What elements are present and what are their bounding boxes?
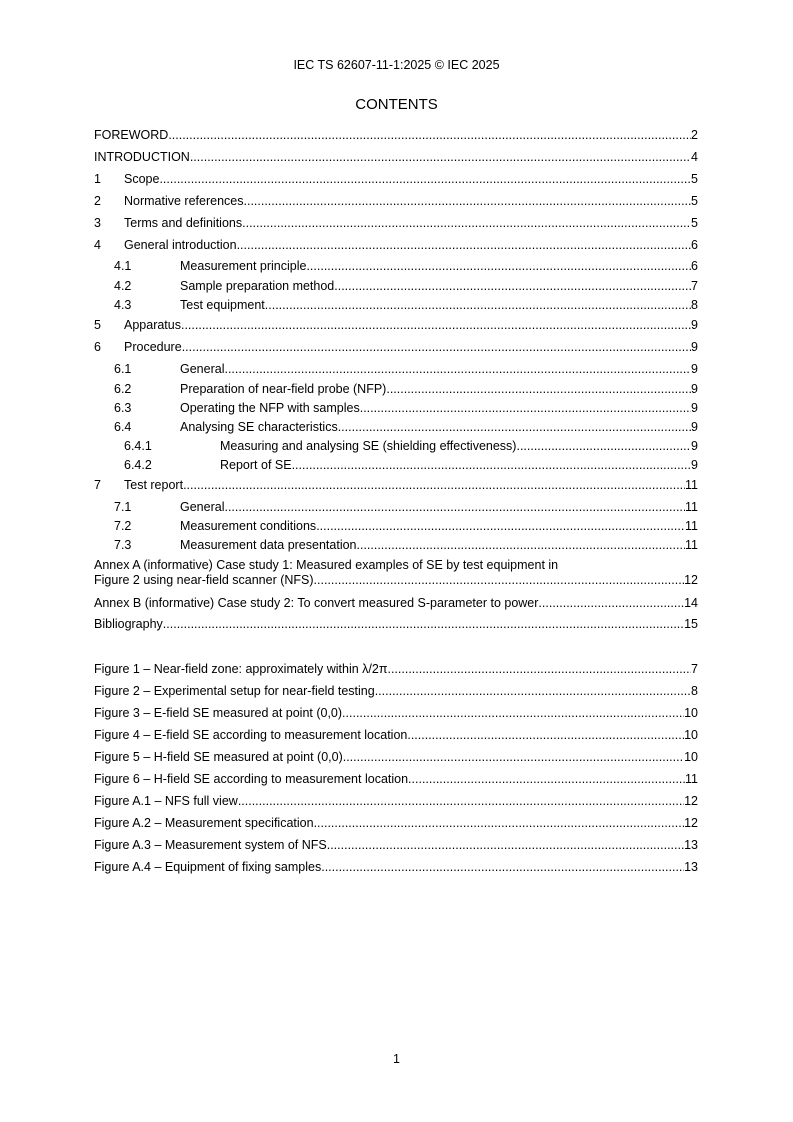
toc-entry[interactable] <box>94 361 698 377</box>
figure-entry[interactable] <box>94 683 698 699</box>
entry-number: 7.2 <box>114 519 132 533</box>
leader-dots <box>314 572 685 588</box>
entry-page: 11 <box>685 478 698 492</box>
figure-entry[interactable] <box>94 727 698 743</box>
entry-page: 9 <box>691 340 698 354</box>
entry-page: 9 <box>691 382 698 396</box>
entry-label: Scope <box>124 172 160 186</box>
entry-label: Figure A.3 – Measurement system of NFS <box>94 838 327 852</box>
entry-label: Test report <box>124 478 184 492</box>
figure-entry[interactable] <box>94 661 698 677</box>
entry-number: 6.2 <box>114 382 132 396</box>
toc-entry[interactable] <box>94 438 698 454</box>
entry-page: 9 <box>691 318 698 332</box>
leader-dots <box>316 518 685 534</box>
entry-label: Figure A.2 – Measurement specification <box>94 816 314 830</box>
leader-dots <box>242 215 691 231</box>
contents-title: CONTENTS <box>355 96 438 113</box>
entry-page: 15 <box>684 617 698 631</box>
entry-page: 14 <box>684 596 698 610</box>
entry-page: 12 <box>684 816 698 830</box>
leader-dots <box>292 457 691 473</box>
leader-dots <box>327 837 684 853</box>
entry-label: FOREWORD <box>94 128 169 142</box>
leader-dots <box>183 477 685 493</box>
entry-number: 4 <box>94 238 101 252</box>
entry-label: Analysing SE characteristics <box>180 420 338 434</box>
leader-dots <box>387 661 691 677</box>
entry-label: Measurement conditions <box>180 519 317 533</box>
toc-entry[interactable] <box>94 518 698 534</box>
entry-label: Bibliography <box>94 617 163 631</box>
entry-label: Measurement principle <box>180 259 307 273</box>
annex-a-entry[interactable] <box>94 572 698 588</box>
toc-entry[interactable] <box>94 537 698 553</box>
entry-page: 5 <box>691 172 698 186</box>
entry-number: 5 <box>94 318 101 332</box>
entry-page: 9 <box>691 420 698 434</box>
entry-number: 4.3 <box>114 298 132 312</box>
annex-a-line1[interactable]: Annex A (informative) Case study 1: Measured examples of SE by test equipment in <box>94 558 559 572</box>
entry-page: 2 <box>691 128 698 142</box>
entry-label: Figure 6 – H-field SE according to measurement location <box>94 772 409 786</box>
leader-dots <box>190 149 691 165</box>
toc-entry[interactable] <box>94 400 698 416</box>
entry-page: 7 <box>691 279 698 293</box>
entry-page: 10 <box>684 728 698 742</box>
toc-entry[interactable] <box>94 339 698 355</box>
entry-number: 4.1 <box>114 259 132 273</box>
entry-label: Sample preparation method <box>180 279 335 293</box>
entry-page: 11 <box>685 772 698 786</box>
entry-number: 1 <box>94 172 101 186</box>
entry-label: Terms and definitions <box>124 216 243 230</box>
leader-dots <box>265 297 691 313</box>
leader-dots <box>407 727 684 743</box>
entry-label: Figure 2 – Experimental setup for near-field testing <box>94 684 375 698</box>
entry-number: 4.2 <box>114 279 132 293</box>
toc-entry[interactable] <box>94 477 698 493</box>
leader-dots <box>224 361 691 377</box>
entry-label: General <box>180 362 225 376</box>
entry-number: 6.4.2 <box>124 458 152 472</box>
leader-dots <box>408 771 685 787</box>
entry-label: General <box>180 500 225 514</box>
toc-entry[interactable] <box>94 237 698 253</box>
entry-page: 5 <box>691 194 698 208</box>
leader-dots <box>244 193 692 209</box>
entry-number: 6.1 <box>114 362 132 376</box>
toc-entry[interactable] <box>94 419 698 435</box>
entry-label: General introduction <box>124 238 237 252</box>
document-header: IEC TS 62607-11-1:2025 © IEC 2025 <box>293 58 500 72</box>
toc-entry[interactable] <box>94 258 698 274</box>
toc-entry[interactable] <box>94 317 698 333</box>
leader-dots <box>182 339 691 355</box>
leader-dots <box>386 381 691 397</box>
leader-dots <box>181 317 691 333</box>
entry-page: 9 <box>691 439 698 453</box>
entry-label: Figure 2 using near-field scanner (NFS) <box>94 573 314 587</box>
annex-b-entry[interactable] <box>94 595 698 611</box>
toc-entry[interactable] <box>94 149 698 165</box>
entry-page: 12 <box>684 794 698 808</box>
toc-entry[interactable] <box>94 278 698 294</box>
entry-page: 8 <box>691 298 698 312</box>
entry-label: Test equipment <box>180 298 265 312</box>
entry-number: 6.4 <box>114 420 132 434</box>
table-of-contents <box>94 0 698 1122</box>
leader-dots <box>237 237 691 253</box>
entry-page: 6 <box>691 259 698 273</box>
figure-entry[interactable] <box>94 705 698 721</box>
entry-page: 8 <box>691 684 698 698</box>
toc-entry[interactable] <box>94 457 698 473</box>
leader-dots <box>238 793 684 809</box>
entry-label: Figure 5 – H-field SE measured at point (0,0) <box>94 750 343 764</box>
toc-entry[interactable] <box>94 215 698 231</box>
entry-number: 7 <box>94 478 101 492</box>
entry-page: 9 <box>691 401 698 415</box>
figure-entry[interactable] <box>94 859 698 875</box>
entry-page: 4 <box>691 150 698 164</box>
leader-dots <box>538 595 684 611</box>
entry-label: Figure A.4 – Equipment of fixing samples <box>94 860 322 874</box>
toc-entry[interactable] <box>94 171 698 187</box>
entry-label: INTRODUCTION <box>94 150 190 164</box>
entry-label: Measurement data presentation <box>180 538 357 552</box>
leader-dots <box>163 616 684 632</box>
entry-page: 13 <box>684 860 698 874</box>
leader-dots <box>159 171 691 187</box>
entry-page: 11 <box>685 538 698 552</box>
leader-dots <box>321 859 684 875</box>
entry-label: Figure A.1 – NFS full view <box>94 794 238 808</box>
leader-dots <box>314 815 685 831</box>
leader-dots <box>516 438 691 454</box>
leader-dots <box>375 683 691 699</box>
entry-page: 6 <box>691 238 698 252</box>
entry-page: 10 <box>684 706 698 720</box>
entry-label: Figure 3 – E-field SE measured at point (0,0) <box>94 706 343 720</box>
entry-label: Figure 1 – Near-field zone: approximately within λ/2π <box>94 662 388 676</box>
entry-label: Annex B (informative) Case study 2: To convert measured S-parameter to power <box>94 596 539 610</box>
leader-dots <box>338 419 691 435</box>
entry-number: 6.4.1 <box>124 439 152 453</box>
entry-number: 3 <box>94 216 101 230</box>
entry-label: Preparation of near-field probe (NFP) <box>180 382 387 396</box>
entry-label: Apparatus <box>124 318 181 332</box>
bibliography-entry[interactable] <box>94 616 698 632</box>
leader-dots <box>357 537 686 553</box>
entry-page: 10 <box>684 750 698 764</box>
entry-number: 6.3 <box>114 401 132 415</box>
leader-dots <box>343 749 684 765</box>
leader-dots <box>168 127 691 143</box>
figure-entry[interactable] <box>94 771 698 787</box>
entry-label: Measuring and analysing SE (shielding effectiveness) <box>220 439 517 453</box>
entry-number: 7.3 <box>114 538 132 552</box>
entry-label: Operating the NFP with samples <box>180 401 360 415</box>
figure-entry[interactable] <box>94 749 698 765</box>
entry-page: 7 <box>691 662 698 676</box>
entry-label: Figure 4 – E-field SE according to measurement location <box>94 728 408 742</box>
entry-number: 2 <box>94 194 101 208</box>
leader-dots <box>360 400 691 416</box>
toc-entry[interactable] <box>94 127 698 143</box>
leader-dots <box>334 278 691 294</box>
entry-page: 9 <box>691 458 698 472</box>
page-number: 1 <box>393 1052 400 1066</box>
figure-entry[interactable] <box>94 837 698 853</box>
entry-number: 7.1 <box>114 500 132 514</box>
entry-page: 12 <box>684 573 698 587</box>
figure-entry[interactable] <box>94 815 698 831</box>
entry-page: 5 <box>691 216 698 230</box>
leader-dots <box>224 499 685 515</box>
entry-number: 6 <box>94 340 101 354</box>
entry-page: 13 <box>684 838 698 852</box>
entry-label: Normative references <box>124 194 244 208</box>
toc-entry[interactable] <box>94 499 698 515</box>
leader-dots <box>342 705 684 721</box>
entry-page: 9 <box>691 362 698 376</box>
toc-entry[interactable] <box>94 297 698 313</box>
entry-label: Report of SE <box>220 458 292 472</box>
entry-label: Procedure <box>124 340 182 354</box>
entry-page: 11 <box>685 519 698 533</box>
toc-entry[interactable] <box>94 193 698 209</box>
toc-entry[interactable] <box>94 381 698 397</box>
figure-entry[interactable] <box>94 793 698 809</box>
leader-dots <box>306 258 691 274</box>
entry-page: 11 <box>685 500 698 514</box>
